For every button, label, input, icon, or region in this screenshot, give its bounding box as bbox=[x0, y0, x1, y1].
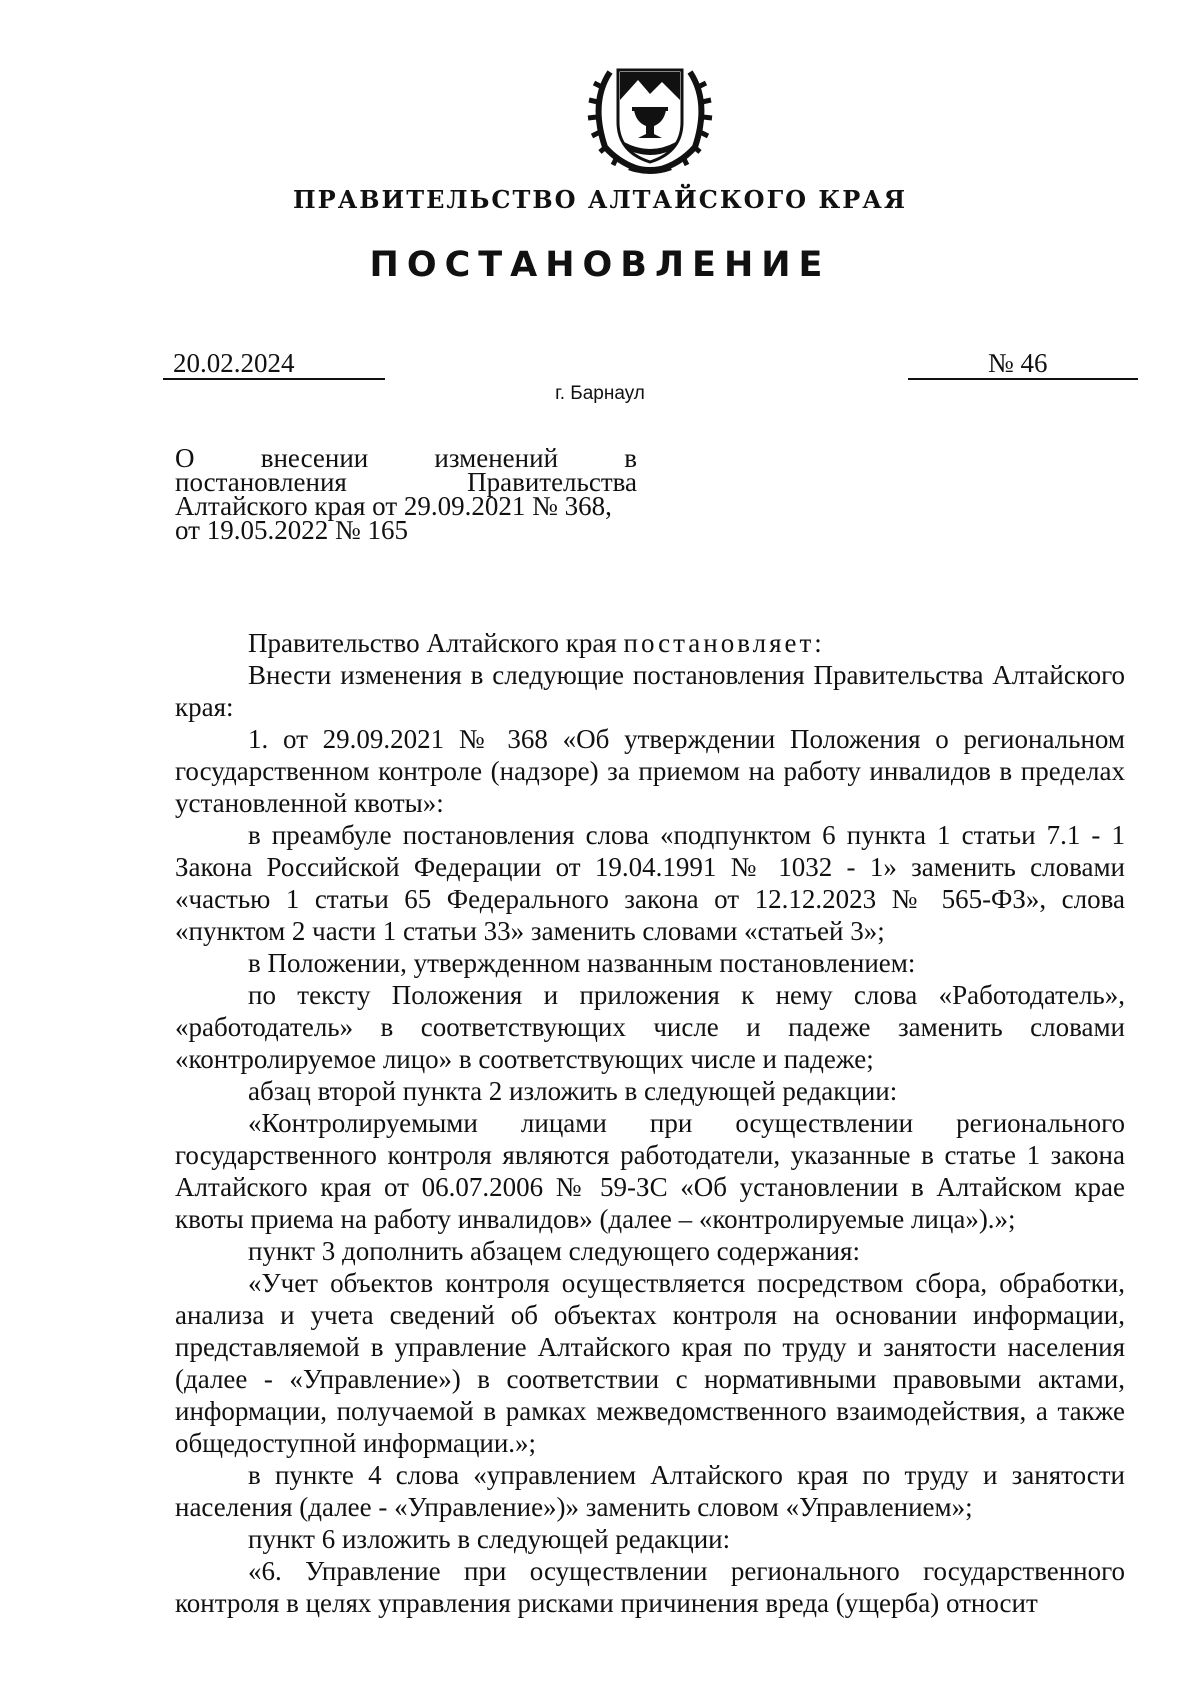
coat-of-arms-emblem bbox=[580, 52, 720, 177]
body-paragraph: «Контролируемыми лицами при осуществлении регионального государственного контроля являются работодатели, указанные в статье 1 закона Алтайского края от 06.07.2006 № 59-ЗС «Об установлении в Алтайском крае квоты приема на работу инвалидов» (далее – «контролируемые лица»).»; bbox=[175, 1108, 1125, 1234]
document-number: № 46 bbox=[908, 348, 1138, 380]
subject-line: постановления Правительства bbox=[175, 467, 637, 497]
government-name: ПРАВИТЕЛЬСТВО АЛТАЙСКОГО КРАЯ bbox=[292, 185, 908, 214]
body-paragraph: «Учет объектов контроля осуществляется посредством сбора, обработки, анализа и учета сведений об объектах контроля на основании информации, представляемой в управление Алтайского края по труду и занятости населения (далее - «Управление») в соответствии с нормативными правовыми актами, информации, получаемой в рамках межведомственного взаимодействия, а также общедоступной информации.»; bbox=[175, 1268, 1125, 1458]
resolves-word: постановляет bbox=[623, 628, 815, 658]
body-paragraph: «6. Управление при осуществлении регионального государственного контроля в целях управления рисками причинения вреда (ущерба) относит bbox=[175, 1556, 1125, 1618]
document-type: ПОСТАНОВЛЕНИЕ bbox=[369, 245, 831, 285]
document-subject bbox=[175, 443, 637, 545]
subject-line: от 19.05.2022 № 165 bbox=[175, 515, 408, 545]
body-paragraph bbox=[175, 627, 1125, 659]
subject-line: Алтайского края от 29.09.2021 № 368, bbox=[175, 491, 612, 521]
subject-line: О внесении изменений в bbox=[175, 443, 637, 473]
body-paragraph: в пункте 4 слова «управлением Алтайского края по труду и занятости населения (далее - «Управление»)» заменить словом «Управлением»; bbox=[175, 1460, 1125, 1522]
city-name: г. Барнаул bbox=[555, 383, 645, 404]
body-paragraph: в преамбуле постановления слова «подпунктом 6 пункта 1 статьи 7.1 - 1 Закона Российской Федерации от 19.04.1991 № 1032 - 1» заменить словами «частью 1 статьи 65 Федерального закона от 12.12.2023 № 565-ФЗ», слова «пунктом 2 части 1 статьи 33» заменить словами «статьей 3»; bbox=[175, 820, 1125, 946]
body-paragraph: пункт 6 изложить в следующей редакции: bbox=[248, 1524, 731, 1554]
body-paragraph: пункт 3 дополнить абзацем следующего содержания: bbox=[248, 1236, 860, 1266]
resolves-prefix: Правительство Алтайского края bbox=[248, 628, 624, 658]
body-paragraph: абзац второй пункта 2 изложить в следующей редакции: bbox=[248, 1076, 898, 1106]
body-paragraph: 1. от 29.09.2021 № 368 «Об утверждении Положения о региональном государственном контроле (надзоре) за приемом на работу инвалидов в пределах установленной квоты»: bbox=[175, 724, 1125, 818]
document-body bbox=[175, 627, 1125, 1619]
body-paragraph: в Положении, утвержденном названным постановлением: bbox=[248, 948, 916, 978]
document-date: 20.02.2024 bbox=[163, 348, 385, 380]
body-paragraph: по тексту Положения и приложения к нему слова «Работодатель», «работодатель» в соответствующих числе и падеже заменить словами «контролируемое лицо» в соответствующих числе и падеже; bbox=[175, 980, 1125, 1074]
resolves-suffix: : bbox=[814, 628, 822, 658]
body-paragraph: Внести изменения в следующие постановления Правительства Алтайского края: bbox=[175, 660, 1125, 722]
